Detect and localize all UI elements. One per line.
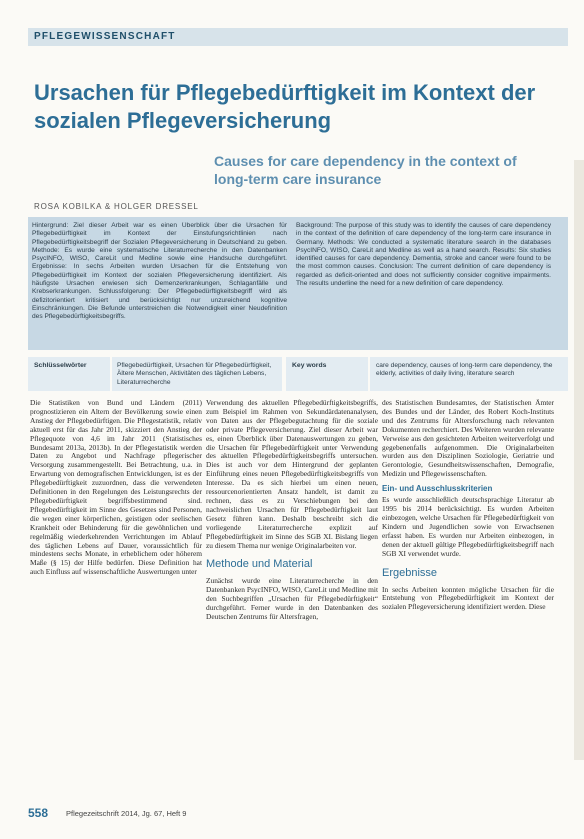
body-column-1 (30, 399, 202, 789)
body-column-3 (382, 399, 554, 789)
body-column-2 (206, 399, 378, 789)
body-paragraph: Zunächst wurde eine Literaturrecherche in den Datenbanken PsycINFO, WISO, CareLit und Medline mit den Suchbegriffen „Ursachen für Pflegebedürftigkeit“ durchgeführt. Ferner wurde in den Datenbanken des Deutschen Zentrums für Altersfragen, (206, 576, 378, 622)
body-paragraph: des Statistischen Bundesamtes, der Statistischen Ämter des Bundes und der Länder, des Robert Koch-Instituts und des Zentrums für Altersforschung nach relevanten Dokumenten recherchiert. Des Weiteren wurden relevante Verweise aus den gesichteten Arbeiten weiterverfolgt und gegebenenfalls aufgenommen. Die Originalarbeiten wurden aus den Disziplinen Soziologie, Geriatrie und Gerontologie, Gesundheitswissenschaften, Demografie, Medizin und Pflegewissenschaften. (382, 399, 554, 479)
article-title: Ursachen für Pflegebedürftigkeit im Kontext der sozialen Pflegeversicherung (34, 80, 536, 133)
keywords-en-label: Key words (292, 362, 327, 369)
body-paragraph: Es wurde ausschließlich deutschsprachige Literatur ab 1995 bis 2014 berücksichtigt. Es wurden Arbeiten einbezogen, welche Ursachen für Pflegebedürftigkeit von Kindern und Jugendlichen sowie von Erwachsenen erfasst haben. Es wurden nur Arbeiten einbezogen, in denen der aktuell gültige Pflegebedürftigkeitsbegriff nach SGB XI verwendet wurde. (382, 495, 554, 558)
abstract-english: Background: The purpose of this study was to identify the causes of care dependency in the context of the definition of care dependency of the long-term care insurance in Germany. Methods: We conducted a systematic literature search in the databases PsycINFO, WISO, CareLit and Medline as well as a hand search. Results: Six studies identified causes for care dependency. Dementia, stroke and cancer were found to be the most common causes. Conclusion: The current definition of care dependency is regarded as deficit-oriented and does not sufficiently consider cognitive impairments. The results underline the need for a new definition of care dependency. (296, 222, 551, 288)
journal-reference: Pflegezeitschrift 2014, Jg. 67, Heft 9 (66, 809, 187, 818)
keywords-en-value: care dependency, causes of long-term care dependency, the elderly, activities of daily living, literature search (376, 362, 553, 378)
keywords-de-label: Schlüsselwörter (34, 362, 87, 369)
keywords-de-value: Pflegebedürftigkeit, Ursachen für Pflegebedürftigkeit, Ältere Menschen, Aktivitäten des täglichen Lebens, Literaturrecherche (117, 362, 272, 386)
body-paragraph: In sechs Arbeiten konnten mögliche Ursachen für die Entstehung von Pflegebedürftigkeit im Kontext der sozialen Pflegeversicherung identifiziert werden. Diese (382, 584, 554, 612)
section-label: PFLEGEWISSENSCHAFT (34, 31, 176, 42)
body-paragraph: Verwendung des aktuellen Pflegebedürftigkeitsbegriffs, zum Beispiel im Rahmen von Sekundärdatenanalysen, von Daten aus der Pflegebegutachtung für die soziale oder private Pflegeversicherung. Ziel dieser Arbeit war es, einen Überblick über Datenauswertungen zu geben, die Ursachen für Pflegebedürftigkeit unter Verwendung des aktuellen Pflegebedürftigkeitsbegriffs untersuchen. Dies ist auch vor dem Hintergrund der geplanten Einführung eines neuen Pflegebedürftigkeitsbegriffs von Interesse. Da es sich hierbei um einen neuen, ressourcenorientierten Ansatz handelt, ist damit zu rechnen, dass es zu Verschiebungen bei den nachweislichen Ursachen für Pflegebedürftigkeit laut Gesetz führen kann. Deshalb beschreibt sich die vorliegende Literaturrecherche explizit auf Pflegebedürftigkeit im Sinne des SGB XI. Bislang liegen zu diesem Thema nur wenige Originalarbeiten vor. (206, 399, 378, 550)
page-edge-shadow (574, 160, 584, 760)
section-heading-methods: Methode und Material (206, 558, 313, 571)
abstract-german: Hintergrund: Ziel dieser Arbeit war es einen Überblick über die Ursachen für Pflegebedürftigkeit im Kontext der Einstufungsrichtlinien nach Pflegebedürftigkeitsbegriff der Sozialen Pflegeversicherung in Deutschland zu geben. Methode: Es wurde eine systematische Literaturrecherche in den Datenbanken PsycINFO, WISO, CareLit und Medline sowie eine Handsuche durchgeführt. Ergebnisse: In sechs Arbeiten wurden Ursachen für die Entstehung von Pflegebedürftigkeit im Kontext der sozialen Pflegeversicherung identifiziert. Als häufigste Ursachen erwiesen sich Demenzerkrankungen, Schlaganfälle und Krebserkrankungen. Schlussfolgerung: Der Pflegebedürftigkeitsbegriff wird als defizitorientiert kritisiert und berücksichtigt nur unzureichend kognitive Einschränkungen. Die Befunde unterstreichen die Notwendigkeit einer Neudefinition des Pflegebedürftigkeitsbegriffs. (32, 222, 287, 321)
body-paragraph: Die Statistiken von Bund und Ländern (2011) prognostizieren ein Altern der Bevölkerung sowie einen Anstieg der Pflegebedürftigen. Die Pflegestatistik, relativ aktuell erst für das Jahr 2011, skizziert den Anstieg der Pflegequote von 4,6 im Jahr 2011 (Statistisches Bundesamt 2013a, 2013b). In der Pflegestatistik werden Daten zu Angebot und Nachfrage pflegerischer Versorgung zusammengestellt. Bei Betrachtung, u.a. in Erwartung von demografischen Entwicklungen, ist es der Pflegebedürftigkeit zuzuordnen, dass die verwendeten Definitionen in den Regelungen des Leistungsrechts der Pflegebedürftigkeit begriffsbestimmend sind. Pflegebedürftigkeit im Sinne des Gesetzes sind Personen, die wegen einer körperlichen, geistigen oder seelischen Krankheit oder Behinderung für die gewöhnlichen und regelmäßig wiederkehrenden Verrichtungen im Ablauf des täglichen Lebens auf Dauer, voraussichtlich für mindestens sechs Monate, in erheblichem oder höherem Maße (§ 15) der Hilfe bedürfen. Diese Definition hat auch Einfluss auf wissenschaftliche Auswertungen unter (30, 399, 202, 577)
subheading-criteria: Ein- und Ausschlusskriterien (382, 484, 493, 494)
authors: ROSA KOBILKA & HOLGER DRESSEL (34, 202, 199, 211)
article-subtitle: Causes for care dependency in the context of long-term care insurance (214, 153, 517, 187)
section-heading-results: Ergebnisse (382, 566, 438, 579)
page-number: 558 (28, 806, 49, 820)
